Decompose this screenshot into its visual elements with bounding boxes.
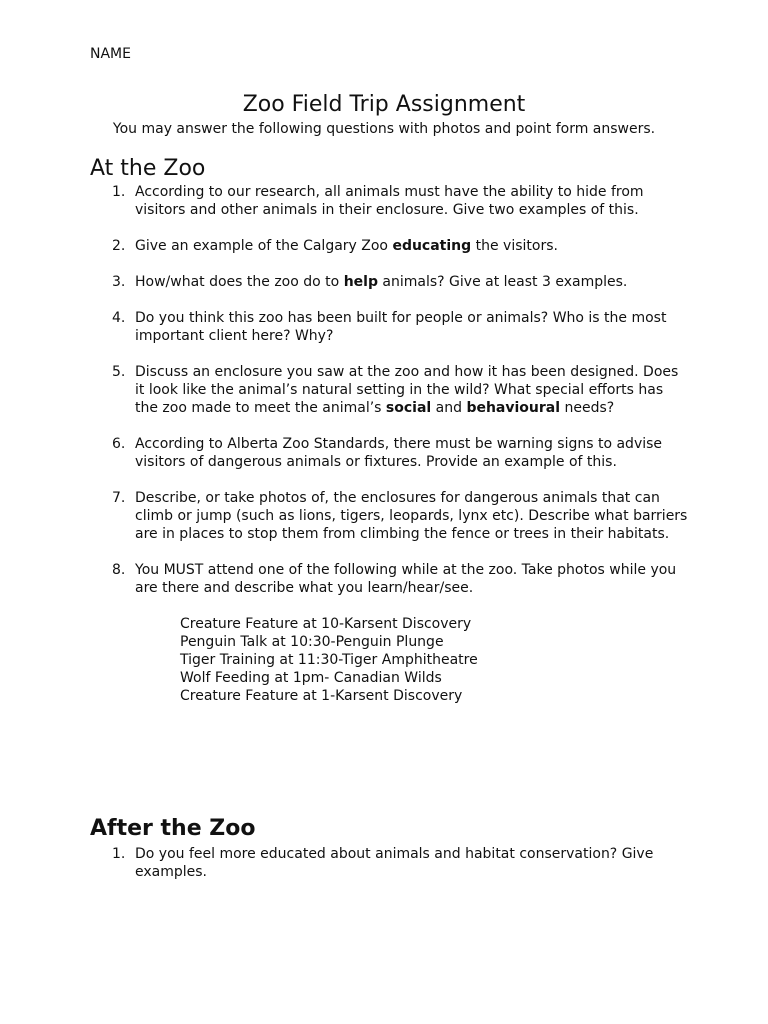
question-emphasis: help xyxy=(343,274,378,290)
question-list-at-the-zoo xyxy=(90,183,690,723)
section-heading-at-the-zoo: At the Zoo xyxy=(90,156,206,181)
question-text: According to Alberta Zoo Standards, there must be warning signs to advise visitors of dangerous animals or fixtures. Provide an example of this. xyxy=(135,436,663,470)
question-list-after-the-zoo xyxy=(90,845,690,899)
question-emphasis: educating xyxy=(392,238,472,254)
event-item: Creature Feature at 10-Karsent Discovery xyxy=(180,616,472,632)
question-text-part: and xyxy=(431,400,467,416)
question-text: Do you feel more educated about animals and habitat conservation? Give examples. xyxy=(135,846,654,880)
question-number: 2. xyxy=(112,238,126,254)
question-text: Do you think this zoo has been built for people or animals? Who is the most important client here? Why? xyxy=(135,310,667,344)
question-text-part: Give an example of the Calgary Zoo xyxy=(135,238,393,254)
question-item xyxy=(90,309,690,345)
question-text: You MUST attend one of the following while at the zoo. Take photos while you are there and describe what you learn/hear/see. xyxy=(135,562,677,596)
question-emphasis: social xyxy=(385,400,432,416)
question-number: 6. xyxy=(112,436,126,452)
question-text-part: Discuss an enclosure you saw at the zoo and how it has been designed. Does it look like the animal’s natural setting in the wild? What special efforts has the zoo made to meet the animal’s xyxy=(135,364,679,416)
question-number: 8. xyxy=(112,562,126,578)
section-heading-after-the-zoo: After the Zoo xyxy=(90,816,256,841)
question-text: According to our research, all animals must have the ability to hide from visitors and other animals in their enclosure. Give two examples of this. xyxy=(135,184,644,218)
event-item: Creature Feature at 1-Karsent Discovery xyxy=(180,688,463,704)
question-text-part: the visitors. xyxy=(471,238,558,254)
page-subtitle: You may answer the following questions with photos and point form answers. xyxy=(112,121,656,137)
question-item xyxy=(90,561,690,705)
event-item: Penguin Talk at 10:30-Penguin Plunge xyxy=(180,634,444,650)
name-label: NAME xyxy=(90,46,131,62)
question-text-part: How/what does the zoo do to xyxy=(135,274,344,290)
question-item xyxy=(90,273,690,291)
question-number: 1. xyxy=(112,184,126,200)
question-text xyxy=(135,363,690,417)
question-item xyxy=(90,435,690,471)
question-text-part: needs? xyxy=(560,400,615,416)
question-text xyxy=(135,237,690,255)
question-number: 4. xyxy=(112,310,126,326)
event-list xyxy=(180,615,690,705)
event-item: Tiger Training at 11:30-Tiger Amphitheatre xyxy=(180,652,478,668)
question-number: 3. xyxy=(112,274,126,290)
question-text xyxy=(135,273,690,291)
question-text-part: animals? Give at least 3 examples. xyxy=(377,274,628,290)
event-item: Wolf Feeding at 1pm- Canadian Wilds xyxy=(180,670,442,686)
question-item xyxy=(90,363,690,417)
question-item xyxy=(90,845,690,881)
question-item xyxy=(90,489,690,543)
question-number: 5. xyxy=(112,364,126,380)
question-item xyxy=(90,237,690,255)
page-title: Zoo Field Trip Assignment xyxy=(242,92,526,117)
question-number: 7. xyxy=(112,490,126,506)
question-emphasis: behavioural xyxy=(466,400,561,416)
question-number: 1. xyxy=(112,846,126,862)
question-item xyxy=(90,183,690,219)
question-text: Describe, or take photos of, the enclosures for dangerous animals that can climb or jump (such as lions, tigers, leopards, lynx etc). Describe what barriers are in places to stop them from climbing the fence or trees in their habitats. xyxy=(135,490,688,542)
